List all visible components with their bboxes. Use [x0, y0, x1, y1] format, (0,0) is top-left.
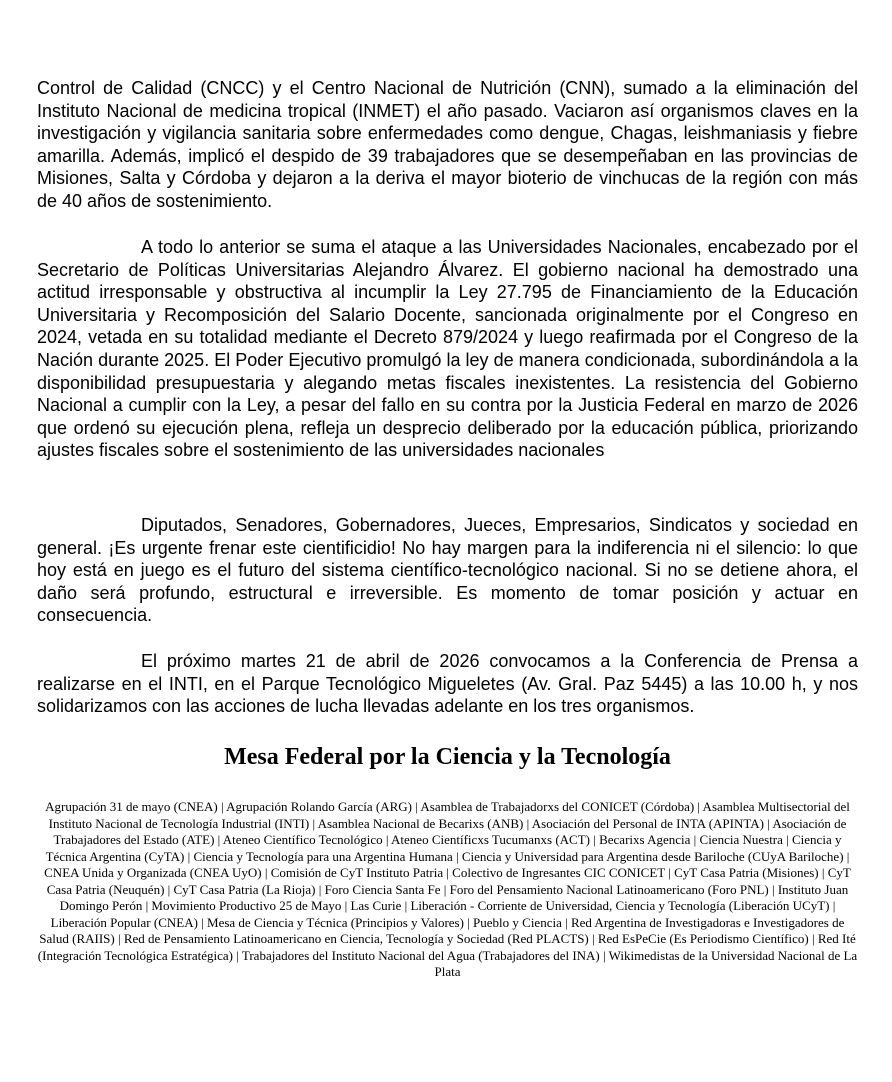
paragraph-3: Diputados, Senadores, Gobernadores, Jueces, Empresarios, Sindicatos y sociedad en general. ¡Es urgente frenar este cientificidio! No hay margen para la indiferencia ni el silencio: lo que hoy está en juego es el futuro del sistema científico-tecnológico nacional. Si no se detiene ahora, el daño será profundo, estructural e irreversible. Es momento de tomar posición y actuar en consecuencia.: [37, 515, 858, 626]
paragraph-4: El próximo martes 21 de abril de 2026 convocamos a la Conferencia de Prensa a realizarse en el INTI, en el Parque Tecnológico Migueletes (Av. Gral. Paz 5445) a las 10.00 h, y nos solidarizamos con las acciones de lucha llevadas adelante en los tres organismos.: [37, 651, 858, 717]
paragraph-1: Control de Calidad (CNCC) y el Centro Nacional de Nutrición (CNN), sumado a la eliminación del Instituto Nacional de medicina tropical (INMET) el año pasado. Vaciaron así organismos claves en la investigación y vigilancia sanitaria sobre enfermedades como dengue, Chagas, leishmaniasis y fiebre amarilla. Además, implicó el despido de 39 trabajadores que se desempeñaban en las provincias de Misiones, Salta y Córdoba y dejaron a la deriva el mayor bioterio de vinchucas de la región con más de 40 años de sostenimiento.: [37, 78, 858, 211]
paragraph-2: A todo lo anterior se suma el ataque a las Universidades Nacionales, encabezado por el Secretario de Políticas Universitarias Alejandro Álvarez. El gobierno nacional ha demostrado una actitud irresponsable y obstructiva al incumplir la Ley 27.795 de Financiamiento de la Educación Universitaria y Recomposición del Salario Docente, sancionada originalmente por el Congreso en 2024, vetada en su totalidad mediante el Decreto 879/2024 y luego reafirmada por el Congreso de la Nación durante 2025. El Poder Ejecutivo promulgó la ley de manera condicionada, subordinándola a la disponibilidad presupuestaria y alegando metas fiscales inexistentes. La resistencia del Gobierno Nacional a cumplir con la Ley, a pesar del fallo en su contra por la Justicia Federal en marzo de 2026 que ordenó su ejecución plena, refleja un desprecio deliberado por la educación pública, priorizando ajustes fiscales sobre el sostenimiento de las universidades nacionales: [37, 237, 858, 461]
signatories-list: Agrupación 31 de mayo (CNEA) | Agrupación Rolando García (ARG) | Asamblea de Trabajadorxs del CONICET (Córdoba) | Asamblea Multisectorial del Instituto Nacional de Tecnología Industrial (INTI) | Asamblea Nacional de Becarixs (ANB) | Asociación del Personal de INTA (APINTA) | Asociación de Trabajadores del Estado (ATE) | Ateneo Científico Tecnológico | Ateneo Científicxs Tucumanxs (ACT) | Becarixs Agencia | Ciencia Nuestra | Ciencia y Técnica Argentina (CyTA) | Ciencia y Tecnología para una Argentina Humana | Ciencia y Universidad para Argentina desde Bariloche (CUyA Bariloche) | CNEA Unida y Organizada (CNEA UyO) | Comisión de CyT Instituto Patria | Colectivo de Ingresantes CIC CONICET | CyT Casa Patria (Misiones) | CyT Casa Patria (Neuquén) | CyT Casa Patria (La Rioja) | Foro Ciencia Santa Fe | Foro del Pensamiento Nacional Latinoamericano (Foro PNL) | Instituto Juan Domingo Perón | Movimiento Productivo 25 de Mayo | Las Curie | Liberación - Corriente de Universidad, Ciencia y Tecnología (Liberación UCyT) | Liberación Popular (CNEA) | Mesa de Ciencia y Técnica (Principios y Valores) | Pueblo y Ciencia | Red Argentina de Investigadoras e Investigadores de Salud (RAIIS) | Red de Pensamiento Latinoamericano en Ciencia, Tecnología y Sociedad (Red PLACTS) | Red EsPeCie (Es Periodismo Científico) | Red Ité (Integración Tecnológica Estratégica) | Trabajadores del Instituto Nacional del Agua (Trabajadores del INA) | Wikimedistas de la Universidad Nacional de La Plata: [37, 799, 858, 979]
signature-heading: Mesa Federal por la Ciencia y la Tecnología: [224, 744, 671, 770]
